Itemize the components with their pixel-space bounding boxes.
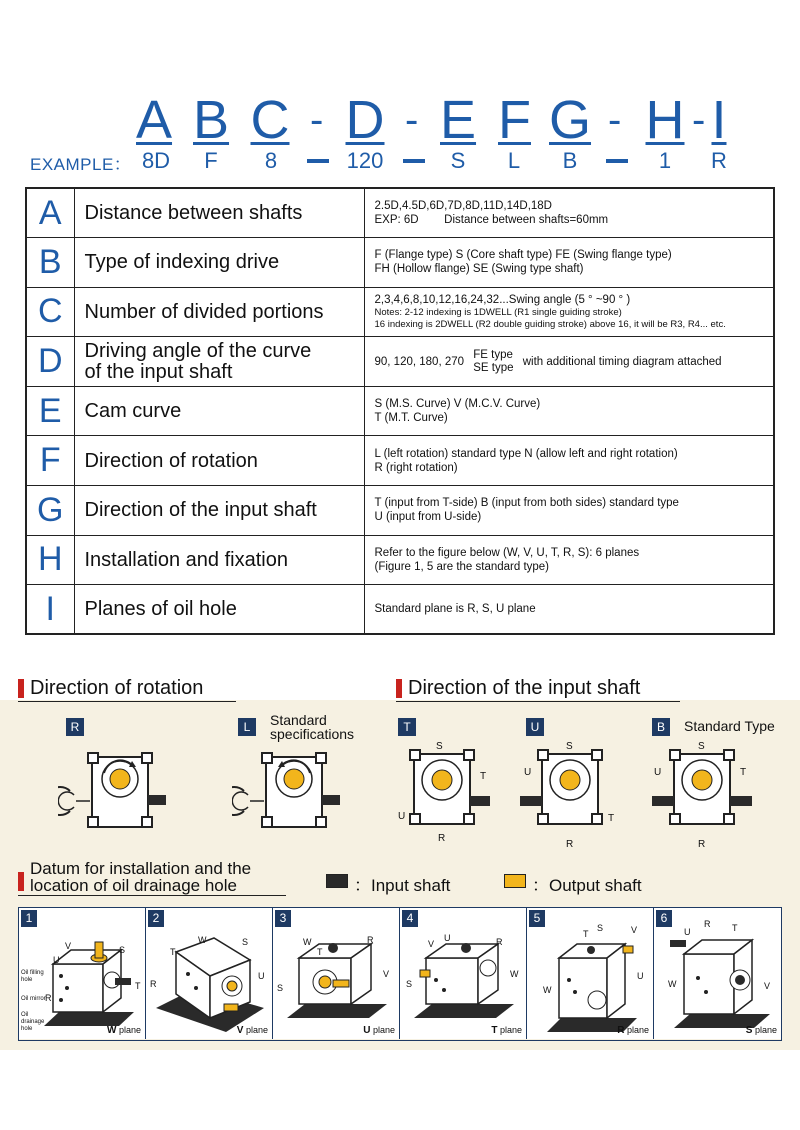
plane-number: 4 xyxy=(402,910,418,927)
row-desc xyxy=(364,535,774,585)
plane-number: 1 xyxy=(21,910,37,927)
plane-suffix: plane xyxy=(626,1025,649,1035)
row-name: Direction of the input shaft xyxy=(74,486,364,536)
plane-letter: R xyxy=(617,1025,625,1036)
desc-line: L (left rotation) standard type N (allow left and right rotation) xyxy=(374,447,678,460)
row-letter: F xyxy=(26,436,74,486)
plane-tag: R xyxy=(704,919,711,929)
row-name: Direction of rotation xyxy=(74,436,364,486)
desc-note: 16 indexing is 2DWELL (R2 double guiding stroke) above 16, it will be R3, R4... etc. xyxy=(374,318,726,330)
plane-tag: R xyxy=(367,935,374,945)
input-badge-t: T xyxy=(398,718,416,736)
plane-4-drawing xyxy=(400,908,525,1039)
code-letter-e: E xyxy=(440,90,477,150)
rotation-badge-l: L xyxy=(238,718,256,736)
plane-tag: W xyxy=(198,935,207,945)
row-desc xyxy=(364,585,774,635)
rotation-badge-r: R xyxy=(66,718,84,736)
rotation-right-diagram xyxy=(58,745,178,840)
row-letter: A xyxy=(26,188,74,238)
row-letter: C xyxy=(26,287,74,337)
side-label-r: R xyxy=(698,839,706,850)
plane-number: 6 xyxy=(656,910,672,927)
row-name-line: of the input shaft xyxy=(84,360,233,383)
side-label-s: S xyxy=(698,741,705,752)
row-letter: D xyxy=(26,337,74,387)
row-name xyxy=(74,337,364,387)
desc-line: EXP: 6D Distance between shafts=60mm xyxy=(374,214,609,227)
plane-tag: S xyxy=(119,945,126,955)
example-value-h: 1 xyxy=(658,148,672,173)
plane-tag: T xyxy=(317,947,323,957)
row-letter: I xyxy=(26,585,74,635)
row-name: Planes of oil hole xyxy=(74,585,364,635)
side-label-u: U xyxy=(654,767,662,778)
installation-planes-strip xyxy=(18,907,782,1041)
side-label-r: R xyxy=(438,833,446,844)
example-value-g: B xyxy=(562,148,578,173)
plane-tag: S xyxy=(277,983,284,993)
plane-label xyxy=(237,1025,268,1036)
input-shaft-swatch xyxy=(326,874,348,888)
row-desc xyxy=(364,386,774,436)
plane-label xyxy=(363,1025,395,1036)
rotation-left-diagram xyxy=(232,745,352,840)
rotation-title-text: Direction of rotation xyxy=(30,677,204,699)
plane-tag: V xyxy=(428,939,435,949)
code-letter-g: G xyxy=(549,90,592,150)
row-name: Distance between shafts xyxy=(74,188,364,238)
table-row xyxy=(26,436,774,486)
plane-6-drawing xyxy=(654,908,779,1039)
plane-3-drawing xyxy=(273,908,398,1039)
plane-tag: U xyxy=(684,927,691,937)
table-row xyxy=(26,535,774,585)
plane-number: 2 xyxy=(148,910,164,927)
plane-tag: R xyxy=(496,937,503,947)
table-row xyxy=(26,337,774,387)
row-letter: B xyxy=(26,238,74,288)
row-desc xyxy=(364,287,774,337)
rotation-section-title xyxy=(18,676,236,702)
plane-suffix: plane xyxy=(245,1025,268,1035)
datum-section-title xyxy=(18,860,286,896)
example-value-f: L xyxy=(507,148,521,173)
row-letter: E xyxy=(26,386,74,436)
spec-table xyxy=(25,187,775,635)
desc-line: Refer to the figure below (W, V, U, T, R, S): 6 planes xyxy=(374,546,640,559)
desc-line: 2,3,4,6,8,10,12,16,24,32...Swing angle (5 ° ~90 ° ) xyxy=(374,293,631,306)
code-dash: - xyxy=(405,98,419,142)
plane-letter: S xyxy=(745,1025,753,1036)
desc-line: U (input from U-side) xyxy=(374,511,482,524)
row-name: Number of divided portions xyxy=(74,287,364,337)
plane-tag: W xyxy=(668,979,677,989)
plane-tag: V xyxy=(65,941,72,951)
code-dash: - xyxy=(310,98,324,142)
plane-tag: W xyxy=(303,937,312,947)
table-row xyxy=(26,386,774,436)
specifications-caption: specifications xyxy=(270,726,355,742)
input-shaft-u-diagram xyxy=(518,740,618,855)
oil-filling-label: Oil filling hole xyxy=(21,970,44,983)
plane-tag: R xyxy=(45,993,52,1003)
plane-panel-u xyxy=(273,908,400,1039)
side-label-u: U xyxy=(524,767,532,778)
input-shaft-title-text: Direction of the input shaft xyxy=(408,677,641,699)
example-value-a: 8D xyxy=(141,148,171,173)
datum-title-line: location of oil drainage hole xyxy=(30,876,237,895)
plane-panel-s xyxy=(654,908,781,1039)
input-badge-b: B xyxy=(652,718,670,736)
plane-tag: U xyxy=(258,971,265,981)
desc-line: Standard plane is R, S, U plane xyxy=(374,603,536,616)
code-letter-b: B xyxy=(193,90,230,150)
code-letter-c: C xyxy=(250,90,290,150)
desc-line: R (right rotation) xyxy=(374,461,458,474)
plane-suffix: plane xyxy=(118,1025,141,1035)
plane-number: 5 xyxy=(529,910,545,927)
plane-tag: V xyxy=(383,969,390,979)
plane-tag: T xyxy=(170,947,176,957)
plane-tag: U xyxy=(53,955,60,965)
side-label-t: T xyxy=(740,767,747,778)
row-desc xyxy=(364,436,774,486)
side-label-s: S xyxy=(566,741,573,752)
example-value-d: 120 xyxy=(346,148,384,173)
desc-line: (Figure 1, 5 are the standard type) xyxy=(374,560,550,573)
desc-line: 90, 120, 180, 270 xyxy=(374,355,465,368)
side-label-t: T xyxy=(608,813,615,824)
desc-line: F (Flange type) S (Core shaft type) FE (Swing flange type) xyxy=(374,249,672,262)
output-shaft-legend: ：Output shaft xyxy=(532,876,642,895)
side-label-r: R xyxy=(566,839,574,850)
plane-label xyxy=(746,1025,777,1036)
example-label: EXAMPLE： xyxy=(30,155,132,174)
side-label-t: T xyxy=(480,771,487,782)
desc-line: S (M.S. Curve) V (M.C.V. Curve) xyxy=(374,398,541,411)
title-marker xyxy=(396,679,402,698)
row-letter: H xyxy=(26,535,74,585)
title-marker xyxy=(18,872,24,891)
plane-tag: W xyxy=(543,985,552,995)
row-desc xyxy=(364,238,774,288)
input-shaft-section-title xyxy=(396,676,680,702)
plane-letter: W xyxy=(107,1025,117,1036)
plane-suffix: plane xyxy=(754,1025,777,1035)
example-dash xyxy=(606,159,628,163)
plane-tag: R xyxy=(150,979,157,989)
code-letter-i: I xyxy=(711,90,727,150)
table-row xyxy=(26,238,774,288)
row-desc xyxy=(364,337,774,387)
example-value-b: F xyxy=(204,148,218,173)
plane-tag: W xyxy=(510,969,519,979)
example-dash xyxy=(403,159,425,163)
table-row xyxy=(26,486,774,536)
plane-2-drawing xyxy=(146,908,271,1039)
plane-letter: V xyxy=(236,1025,244,1036)
plane-suffix: plane xyxy=(372,1025,395,1035)
plane-label xyxy=(617,1025,649,1036)
plane-label xyxy=(107,1025,141,1036)
title-marker xyxy=(18,679,24,698)
row-name: Type of indexing drive xyxy=(74,238,364,288)
table-row xyxy=(26,188,774,238)
plane-panel-r xyxy=(527,908,654,1039)
plane-label xyxy=(491,1025,522,1036)
code-dash: - xyxy=(692,98,706,142)
plane-tag: V xyxy=(764,981,771,991)
plane-tag: T xyxy=(135,981,141,991)
se-type: SE type xyxy=(473,361,514,374)
example-value-i: R xyxy=(711,148,727,173)
example-value-c: 8 xyxy=(264,148,278,173)
input-badge-u: U xyxy=(526,718,544,736)
plane-tag: T xyxy=(583,929,589,939)
code-letter-a: A xyxy=(136,90,173,150)
plane-tag: S xyxy=(406,979,413,989)
code-dash: - xyxy=(608,98,622,142)
plane-tag: U xyxy=(637,971,644,981)
input-shaft-legend: ：Input shaft xyxy=(354,876,451,895)
oil-drainage-label: Oil drainage hole xyxy=(21,1012,45,1032)
fe-se-stack xyxy=(473,349,513,375)
code-letter-h: H xyxy=(645,90,685,150)
example-row xyxy=(0,146,800,176)
table-row xyxy=(26,585,774,635)
plane-tag: S xyxy=(242,937,249,947)
row-name-line: Driving angle of the curve xyxy=(84,339,312,362)
example-dash xyxy=(307,159,329,163)
plane-letter: U xyxy=(363,1025,371,1036)
desc-line: with additional timing diagram attached xyxy=(522,355,722,368)
row-name: Installation and fixation xyxy=(74,535,364,585)
desc-line: FH (Hollow flange) SE (Swing type shaft) xyxy=(374,263,584,276)
side-label-u: U xyxy=(398,811,406,822)
model-code-row xyxy=(0,92,800,148)
plane-panel-w xyxy=(19,908,146,1039)
row-name: Cam curve xyxy=(74,386,364,436)
side-label-s: S xyxy=(436,741,443,752)
output-shaft-swatch xyxy=(504,874,526,888)
row-desc xyxy=(364,486,774,536)
input-shaft-t-diagram xyxy=(392,740,492,850)
datum-title-line: Datum for installation and the xyxy=(30,859,252,878)
desc-note: Notes: 2-12 indexing is 1DWELL (R1 single guiding stroke) xyxy=(374,306,622,318)
standard-type-caption: Standard Type xyxy=(684,718,775,734)
plane-panel-t xyxy=(400,908,527,1039)
plane-number: 3 xyxy=(275,910,291,927)
desc-line: T (input from T-side) B (input from both sides) standard type xyxy=(374,497,679,510)
row-letter: G xyxy=(26,486,74,536)
oil-mirror-label: Oil mirror xyxy=(21,996,46,1002)
standard-caption: Standard xyxy=(270,712,327,728)
plane-tag: T xyxy=(732,923,738,933)
plane-suffix: plane xyxy=(499,1025,522,1035)
plane-letter: T xyxy=(491,1025,498,1036)
plane-tag: S xyxy=(597,923,604,933)
input-shaft-b-diagram xyxy=(648,740,758,855)
fe-type: FE type xyxy=(473,348,513,361)
plane-tag: U xyxy=(444,933,451,943)
row-desc xyxy=(364,188,774,238)
table-row xyxy=(26,287,774,337)
code-letter-d: D xyxy=(345,90,385,150)
plane-panel-v xyxy=(146,908,273,1039)
desc-line: T (M.T. Curve) xyxy=(374,412,448,425)
desc-line: 2.5D,4.5D,6D,7D,8D,11D,14D,18D xyxy=(374,200,552,213)
plane-tag: V xyxy=(631,925,638,935)
example-value-e: S xyxy=(450,148,466,173)
code-letter-f: F xyxy=(498,90,531,150)
